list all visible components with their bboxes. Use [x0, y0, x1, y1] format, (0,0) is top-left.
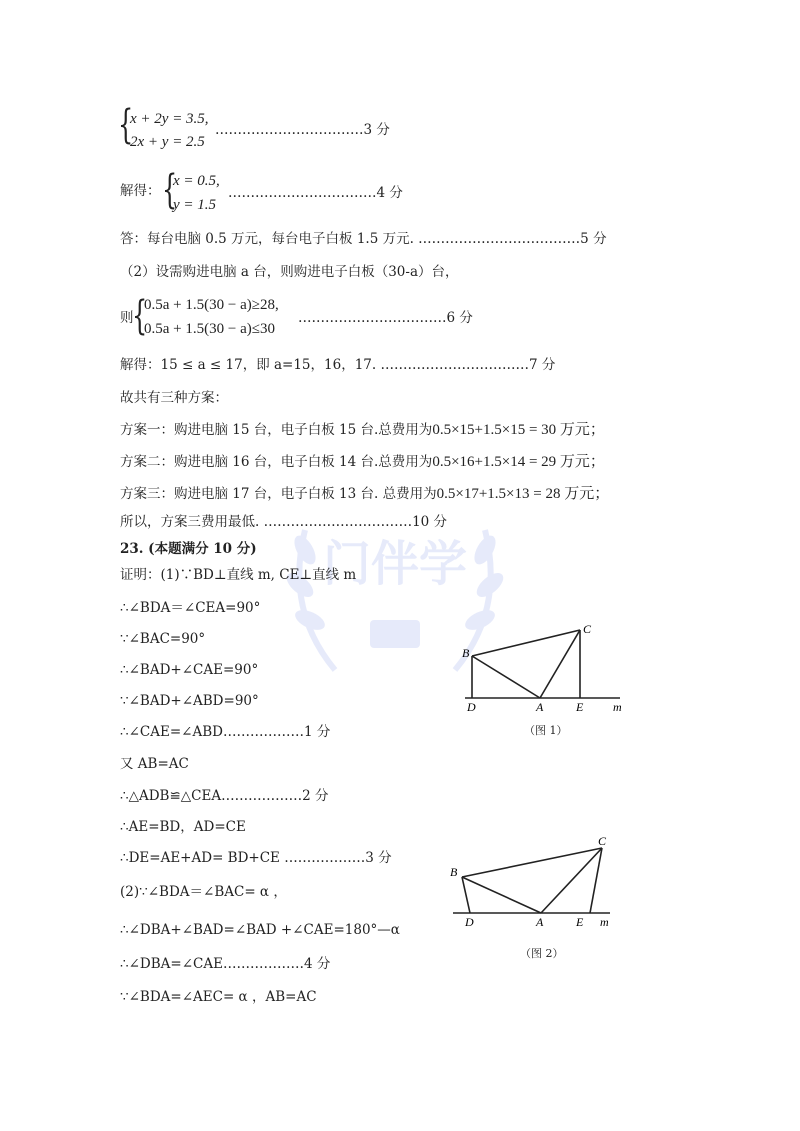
proof-line: ∴∠CAE=∠ABD………………1 分	[120, 724, 331, 740]
plan-3-text: 方案三：购进电脑 17 台，电子白板 13 台. 总费用为	[120, 486, 437, 502]
solve1-prefix: 解得：	[120, 183, 161, 199]
fig1-label-d: D	[467, 700, 476, 714]
watermark-brand: 门伴学	[322, 536, 468, 592]
plan-3-formula: 0.5×17+1.5×13 = 28 万元；	[436, 486, 610, 502]
plan-1-text: 方案一：购进电脑 15 台，电子白板 15 台.总费用为	[120, 422, 433, 438]
fig1-label-a: A	[536, 700, 544, 714]
system2-prefix: 则	[120, 310, 134, 326]
plan-2-formula: 0.5×16+1.5×14 = 29 万元；	[432, 454, 605, 470]
brace-2: {	[162, 167, 178, 213]
solve2: 解得：15 ≤ a ≤ 17，即 a=15，16，17. ……………………………7 分	[120, 357, 556, 373]
plan-1-formula: 0.5×15+1.5×15 = 30 万元；	[432, 422, 605, 438]
solve1-eq2: y = 1.5	[173, 197, 217, 213]
plan-1	[120, 421, 605, 439]
brace-1: {	[118, 102, 134, 148]
question-23-title: 23. (本题满分 10 分)	[120, 541, 257, 557]
proof-line: ∴DE=AE+AD= BD+CE ………………3 分	[120, 850, 392, 866]
proof-line: 又 AB=AC	[120, 756, 189, 772]
proof-line: ∴∠DBA+∠BAD=∠BAD +∠CAE=180°—α	[120, 922, 400, 938]
proof-line: 证明：(1)∵BD⊥直线 m, CE⊥直线 m	[120, 567, 357, 583]
plan-3	[120, 485, 609, 503]
fig1-label-m: m	[613, 700, 622, 714]
system2-eq2: 0.5a + 1.5(30 − a)≤30	[144, 321, 275, 337]
fig1-label-b: B	[462, 646, 470, 660]
proof-line: ∴∠DBA=∠CAE………………4 分	[120, 956, 331, 972]
plans-intro: 故共有三种方案：	[120, 390, 228, 406]
solve1-eq1: x = 0.5,	[173, 173, 220, 189]
fig2-label-e: E	[576, 915, 584, 929]
plan-2	[120, 453, 605, 471]
proof-line: ∴∠BDA＝∠CEA=90°	[120, 600, 261, 616]
figure-1	[455, 620, 630, 715]
figure-2-caption: （图 2）	[520, 947, 564, 960]
solve1-score: ……………………………4 分	[228, 185, 403, 201]
answer1: 答：每台电脑 0.5 万元，每台电子白板 1.5 万元. ………………………………5 分	[120, 231, 607, 247]
fig2-label-m: m	[600, 915, 609, 929]
system2-score: ……………………………6 分	[298, 310, 473, 326]
brace-3: {	[132, 293, 148, 339]
fig2-label-b: B	[450, 865, 458, 879]
fig2-label-a: A	[536, 915, 544, 929]
proof-line: ∵∠BAD+∠ABD=90°	[120, 693, 259, 709]
proof-line: ∵∠BAC=90°	[120, 631, 206, 647]
figure-2	[445, 830, 620, 930]
fig1-label-c: C	[583, 622, 592, 636]
fig2-label-d: D	[465, 915, 474, 929]
system1-score: ……………………………3 分	[215, 122, 390, 138]
proof-line: (2)∵∠BDA＝∠BAC= α ，	[120, 884, 287, 900]
fig1-label-e: E	[576, 700, 584, 714]
proof-line: ∴AE=BD，AD=CE	[120, 819, 246, 835]
part2-setup: （2）设需购进电脑 a 台，则购进电子白板（30-a）台，	[120, 264, 459, 280]
proof-line: ∴∠BAD+∠CAE=90°	[120, 662, 259, 678]
proof-line: ∴△ADB≌△CEA………………2 分	[120, 788, 329, 804]
proof-line: ∵∠BDA=∠AEC= α ，AB=AC	[120, 989, 317, 1005]
system1-eq1: x + 2y = 3.5,	[130, 111, 209, 127]
system2-eq1: 0.5a + 1.5(30 − a)≥28,	[144, 297, 279, 313]
figure-1-caption: （图 1）	[524, 724, 568, 737]
fig2-label-c: C	[598, 834, 607, 848]
system1-eq2: 2x + y = 2.5	[130, 134, 205, 150]
conclusion: 所以，方案三费用最低. ……………………………10 分	[120, 514, 448, 530]
plan-2-text: 方案二：购进电脑 16 台，电子白板 14 台.总费用为	[120, 454, 433, 470]
